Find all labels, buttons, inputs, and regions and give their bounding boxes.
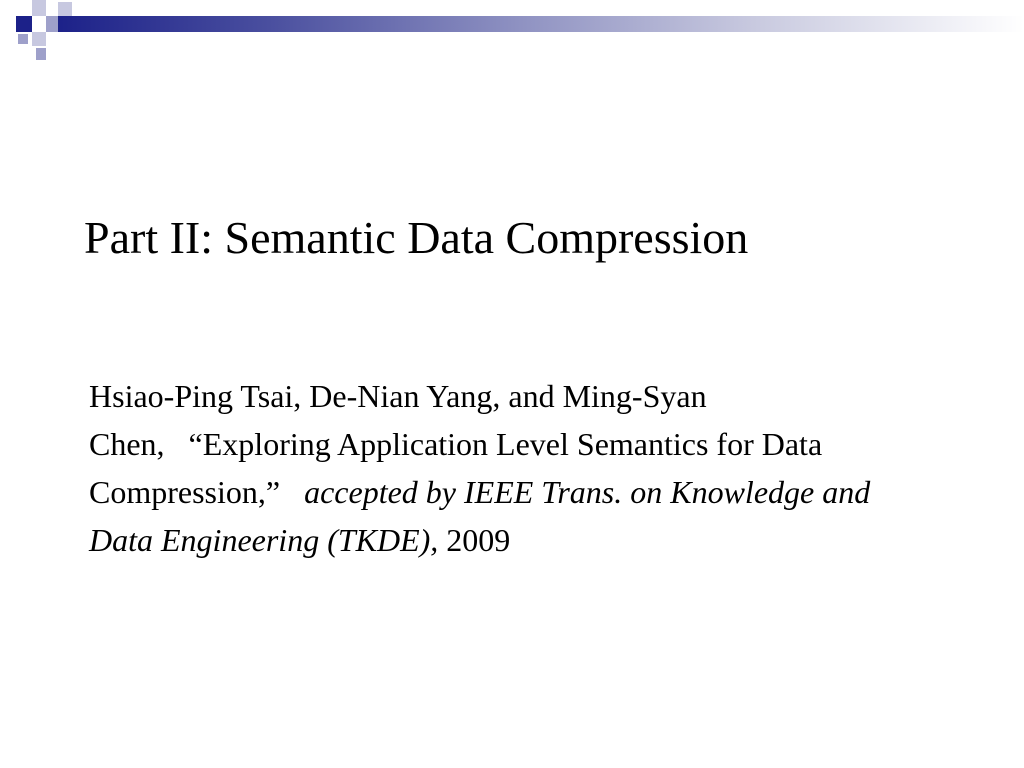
header-gradient-bar: [56, 16, 1024, 32]
decorative-square: [18, 34, 28, 44]
decorative-square: [32, 32, 46, 46]
decorative-square: [16, 16, 32, 32]
decorative-square: [46, 16, 58, 32]
citation-authors: Hsiao-Ping Tsai, De-Nian Yang, and Ming-Syan Chen,: [89, 378, 707, 462]
decorative-square: [36, 48, 46, 60]
decorative-square: [32, 0, 46, 16]
citation: [89, 372, 939, 564]
decorative-square: [58, 2, 72, 16]
citation-venue: accepted by IEEE Trans. on Knowledge and Data Engineering (TKDE),: [89, 474, 871, 558]
citation-paper-title: “Exploring Application Level Semantics for Data Compression,”: [89, 426, 823, 510]
slide-title: Part II: Semantic Data Compression: [84, 212, 749, 263]
citation-year: 2009: [446, 522, 511, 558]
